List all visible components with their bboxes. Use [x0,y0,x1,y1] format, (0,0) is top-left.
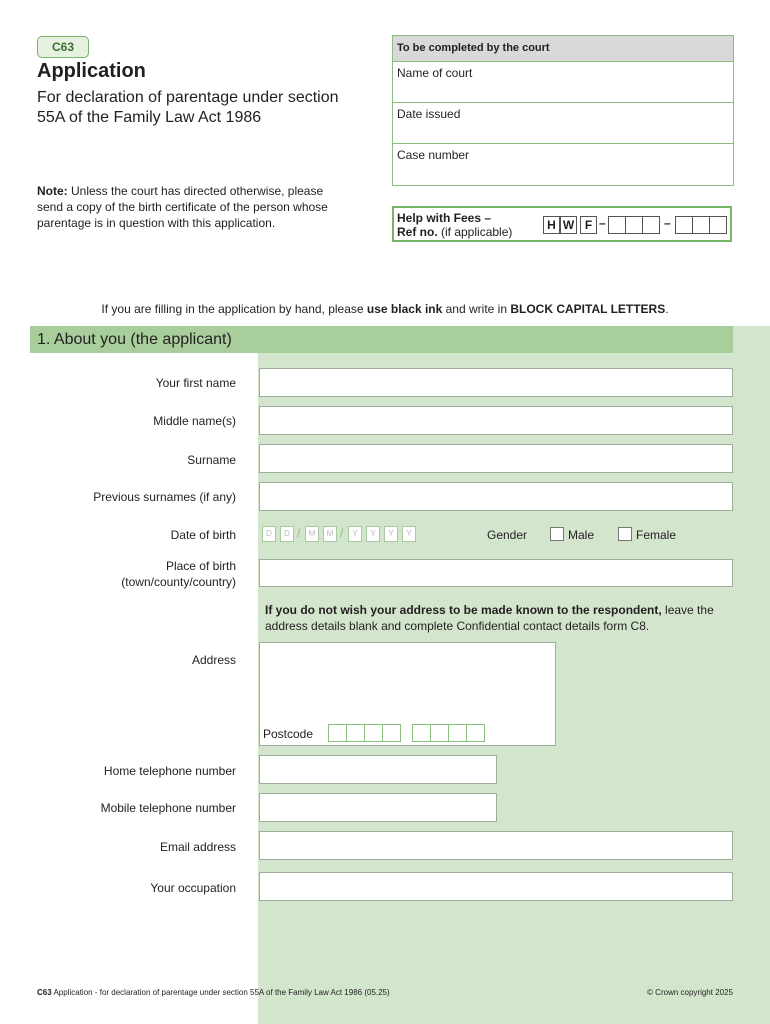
postcode-box-2[interactable] [346,724,365,742]
dob-year-4[interactable]: Y [402,526,416,542]
home-phone-label: Home telephone number [103,764,236,778]
hwf-digit-3[interactable] [642,216,660,234]
hwf-digit-5[interactable] [692,216,710,234]
case-number-row: Case number [397,148,470,162]
postcode-box-3[interactable] [364,724,383,742]
hwf-digit-4[interactable] [675,216,693,234]
email-label: Email address [159,840,236,854]
mobile-phone-label: Mobile telephone number [100,801,236,815]
hwf-line1: Help with Fees – [397,211,492,225]
occupation-label: Your occupation [150,881,236,895]
dob-label: Date of birth [170,528,236,542]
court-box-heading: To be completed by the court [393,36,733,62]
hwf-dash-2: – [664,216,671,230]
hwf-dash-1: – [599,216,606,230]
confidential-note-rest: leave the address details blank and complete Confidential contact details form C8. [265,603,714,633]
previous-surnames-field[interactable] [259,482,733,511]
ink-instruction [0,302,770,316]
dob-separator-2: / [340,526,344,540]
postcode-box-4[interactable] [382,724,401,742]
female-label: Female [636,528,677,542]
male-label: Male [568,528,595,542]
postcode-box-7[interactable] [448,724,467,742]
mobile-phone-field[interactable] [259,793,497,822]
footer-form-reference [37,988,390,997]
footer-text: Application - for declaration of parentage under section 55A of the Family Law Act 1986 (05.25) [51,988,390,997]
surname-label: Surname [187,453,236,467]
dob-month-2[interactable]: M [323,526,337,542]
instruction-end: . [665,302,669,316]
hwf-letter-f: F [580,216,597,234]
instruction-pre: If you are filling in the application by hand, please [101,302,367,316]
female-checkbox[interactable] [618,527,632,541]
postcode-box-1[interactable] [328,724,347,742]
postcode-box-5[interactable] [412,724,431,742]
hwf-ref-suffix: (if applicable) [437,225,513,239]
instruction-black-ink: use black ink [366,302,443,316]
place-of-birth-field[interactable] [259,559,733,587]
dob-separator-1: / [297,526,301,540]
confidential-note-bold: If you do not wish your address to be made known to the respondent, [265,603,662,617]
page-title: Application [37,60,146,82]
hwf-letter-h: H [543,216,560,234]
hwf-digit-1[interactable] [608,216,626,234]
place-of-birth-label-line2: (town/county/country) [121,575,236,589]
instruction-block-capitals: BLOCK CAPITAL LETTERS [510,302,666,316]
hwf-ref-label: Ref no. [397,225,438,239]
male-checkbox[interactable] [550,527,564,541]
hwf-letter-w: W [560,216,577,234]
first-name-field[interactable] [259,368,733,397]
footer-copyright: © Crown copyright 2025 [647,988,733,997]
dob-day-1[interactable]: D [262,526,276,542]
email-field[interactable] [259,831,733,860]
dob-month-1[interactable]: M [305,526,319,542]
hwf-digit-6[interactable] [709,216,727,234]
postcode-box-8[interactable] [466,724,485,742]
date-issued-row: Date issued [393,103,733,144]
note-label: Note: [37,184,68,198]
surname-field[interactable] [259,444,733,473]
court-use-box [392,35,734,186]
home-phone-field[interactable] [259,755,497,784]
page-subtitle: For declaration of parentage under section 55A of the Family Law Act 1986 [37,89,339,126]
place-of-birth-label-line1: Place of birth [165,559,236,573]
section-1-heading: 1. About you (the applicant) [30,326,733,353]
footer-code: C63 [37,988,52,997]
form-right-margin [733,326,770,1024]
help-with-fees-box [392,206,732,242]
postcode-label: Postcode [263,727,314,741]
postcode-box-6[interactable] [430,724,449,742]
gender-label: Gender [487,528,528,542]
note-text [37,183,337,231]
address-label: Address [191,653,236,667]
hwf-digit-2[interactable] [625,216,643,234]
dob-year-1[interactable]: Y [348,526,362,542]
court-name-row: Name of court [393,62,733,103]
note-body: Unless the court has directed otherwise, please send a copy of the birth certificate of the person whose parentage is in question with this application. [37,184,328,230]
middle-names-field[interactable] [259,406,733,435]
middle-names-label: Middle name(s) [153,414,236,428]
form-code-badge: C63 [37,36,89,58]
instruction-mid: and write in [442,302,511,316]
confidential-address-note [265,602,733,634]
help-with-fees-label [397,211,512,239]
first-name-label: Your first name [155,376,236,390]
dob-year-3[interactable]: Y [384,526,398,542]
occupation-field[interactable] [259,872,733,901]
place-of-birth-label [40,558,236,590]
dob-day-2[interactable]: D [280,526,294,542]
dob-year-2[interactable]: Y [366,526,380,542]
previous-surnames-label: Previous surnames (if any) [93,490,236,504]
